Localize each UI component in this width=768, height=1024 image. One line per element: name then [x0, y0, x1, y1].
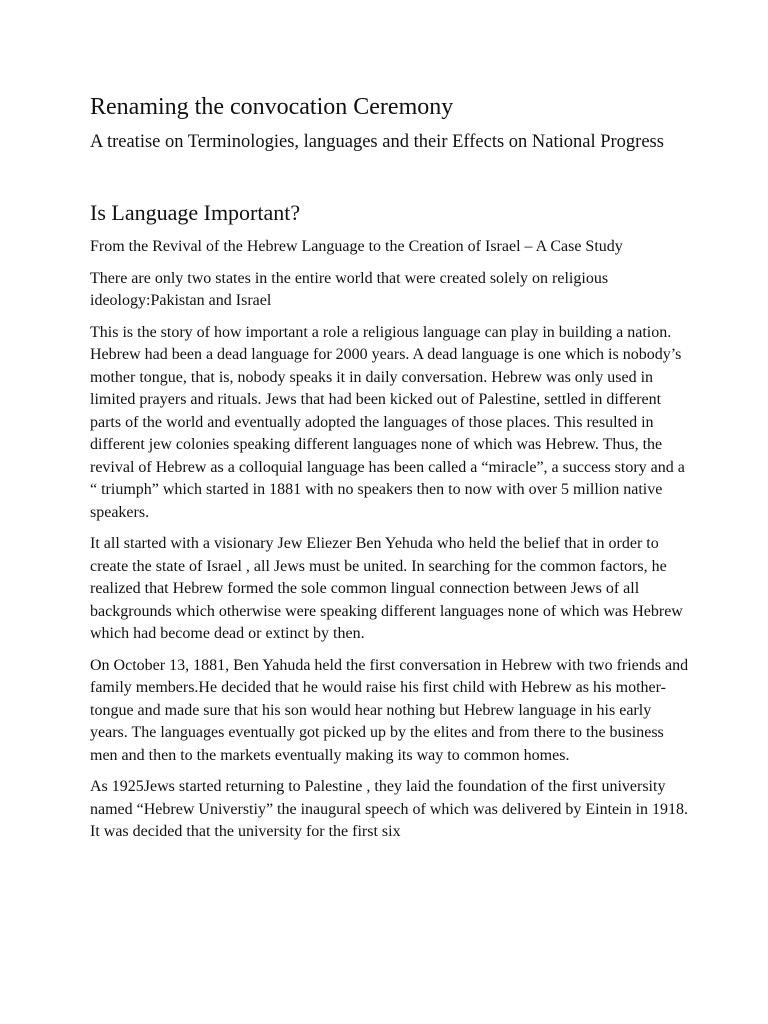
- section-heading: Is Language Important?: [90, 200, 301, 225]
- paragraph-hebrew-story: This is the story of how important a role a religious language can play in building a nation. Hebrew had been a dead language for 2000 years. A dead language is one which is nobody’s mother tongue, that is, nobody speaks it in daily conversation. Hebrew was only used in limited prayers and rituals. Jews that had been kicked out of Palestine, settled in different parts of the world and eventually adopted the languages of those places. This resulted in different jew colonies speaking different languages none of which was Hebrew. Thus, the revival of Hebrew as a colloquial language has been called a “miracle”, a success story and a “ triumph” which started in 1881 with no speakers then to now with over 5 million native speakers.: [90, 323, 685, 521]
- paragraph-october-1881: On October 13, 1881, Ben Yahuda held the first conversation in Hebrew with two friends and family members.He decided that he would raise his first child with Hebrew as his mother-tongue and made sure that his son would hear nothing but Hebrew language in his early years. The languages eventually got picked up by the elites and from there to the business men and then to the markets eventually making its way to common homes.: [90, 656, 689, 764]
- paragraph-ben-yehuda: It all started with a visionary Jew Eliezer Ben Yehuda who held the belief that in order to create the state of Israel , all Jews must be united. In searching for the common factors, he realized that Hebrew formed the sole common lingual connection between Jews of all backgrounds which otherwise were speaking different languages none of which was Hebrew which had become dead or extinct by then.: [90, 535, 683, 642]
- case-study-line: From the Revival of the Hebrew Language to the Creation of Israel – A Case Study: [90, 238, 623, 255]
- paragraph-two-states: There are only two states in the entire world that were created solely on religious ideology:Pakistan and Israel: [90, 269, 609, 309]
- document-title: Renaming the convocation Ceremony: [90, 94, 454, 120]
- paragraph-hebrew-university: As 1925Jews started returning to Palestine , they laid the foundation of the first university named “Hebrew Universtiy” the inaugural speech of which was delivered by Eintein in 1918. It was decided that the university for the first six: [90, 778, 689, 840]
- document-subtitle: A treatise on Terminologies, languages and their Effects on National Progress: [90, 132, 664, 152]
- document-page: [90, 92, 690, 853]
